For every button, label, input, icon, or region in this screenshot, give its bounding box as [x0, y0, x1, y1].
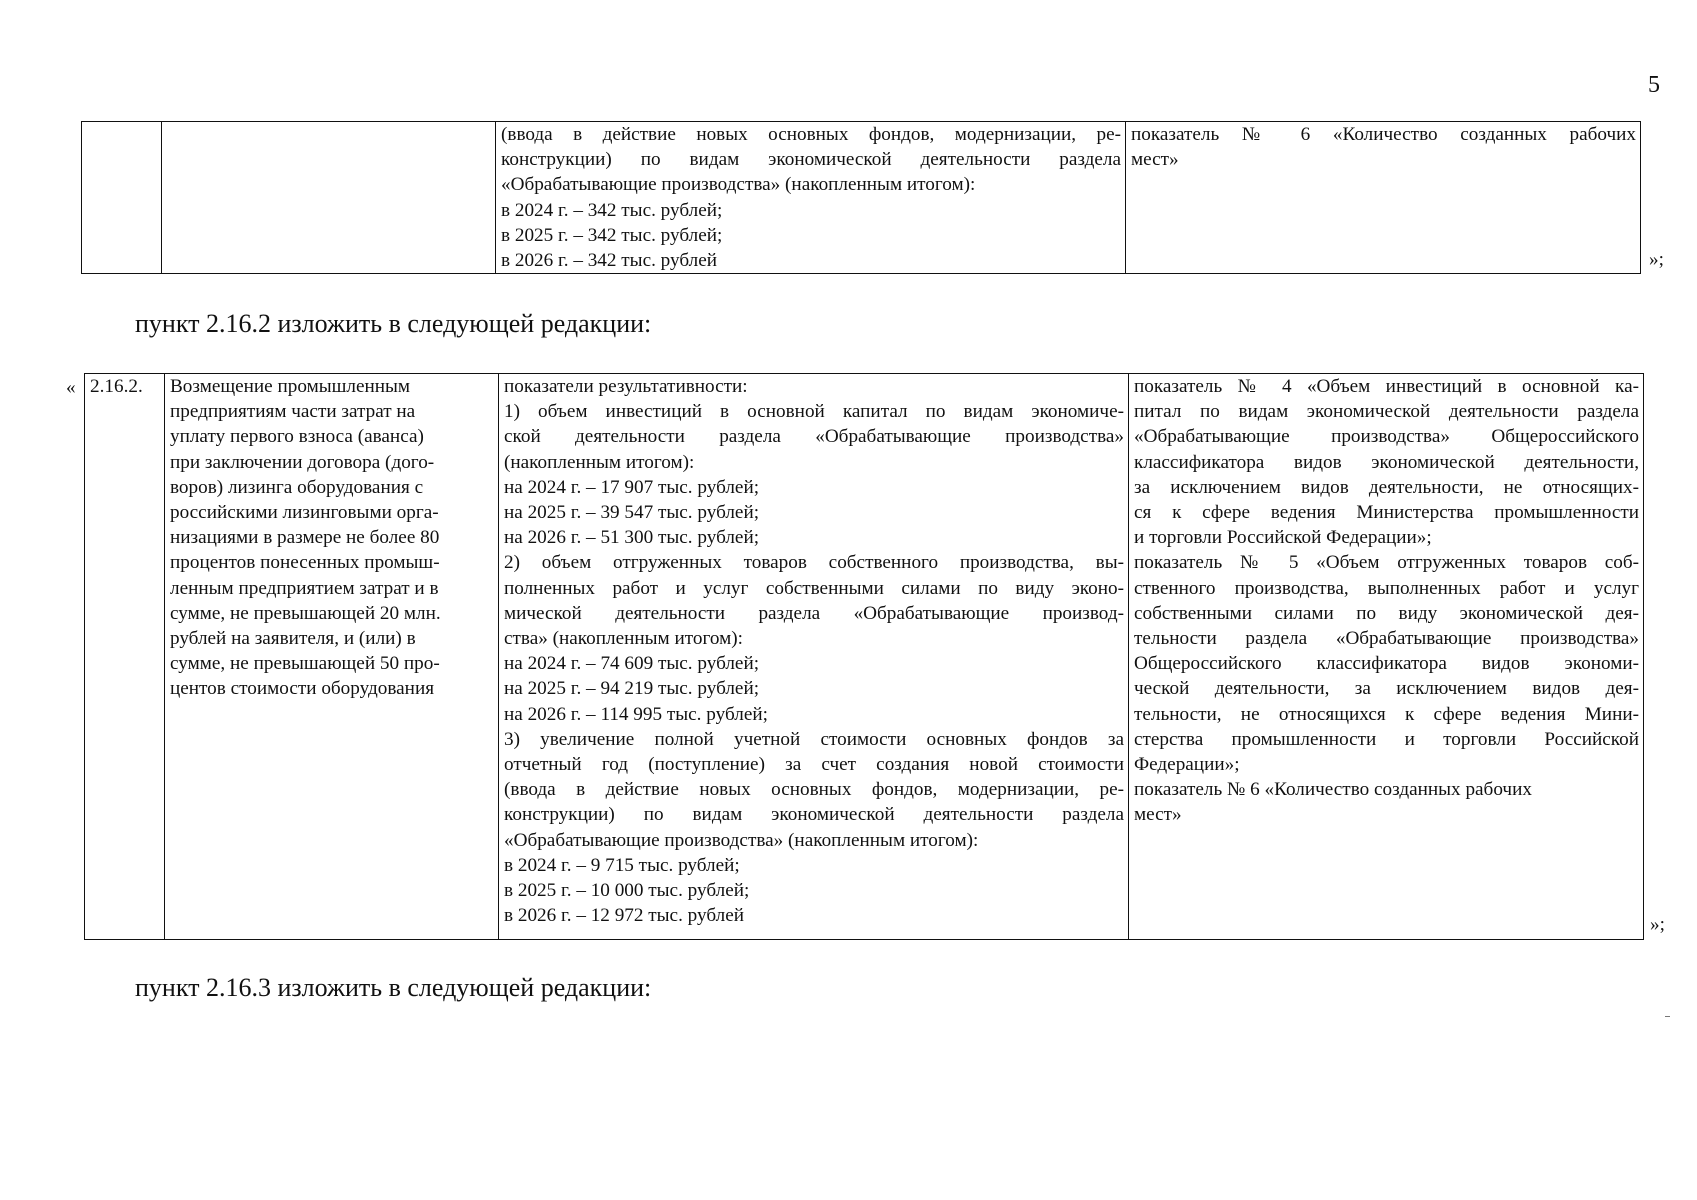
text-line: на 2024 г. – 17 907 тыс. рублей;: [504, 476, 760, 498]
text-line: Возмещение промышленным: [170, 376, 411, 397]
text-line: сумме, не превышающей 20 млн.: [170, 602, 441, 624]
text-line: 2) объем отгруженных товаров собственного производства, вы-: [504, 552, 1124, 574]
text-line: «Обрабатывающие производства» (накопленным итогом):: [501, 174, 976, 196]
table-continuation: [81, 121, 1641, 274]
text-line: при заключении договора (дого-: [170, 451, 435, 473]
text-line: стерства промышленности и торговли Российской: [1134, 728, 1639, 750]
text-line: на 2026 г. – 51 300 тыс. рублей;: [504, 527, 760, 549]
cell-indicators: [499, 374, 1129, 940]
text-line: тельности, не относящихся к сфере ведения Мини-: [1134, 703, 1639, 725]
text-line: конструкции) по видам экономической деятельности раздела: [501, 149, 1121, 171]
text-line: на 2026 г. – 114 995 тыс. рублей;: [504, 703, 768, 725]
text-line: центов стоимости оборудования: [170, 678, 435, 700]
cell-item-number: [85, 374, 165, 940]
text-line: показатели результативности:: [504, 376, 748, 397]
text-line: классификатора видов экономической деятельности,: [1134, 451, 1639, 473]
text-line: в 2026 г. – 12 972 тыс. рублей: [504, 905, 744, 927]
text-line: показатель № 6 «Количество созданных рабочих: [1134, 779, 1532, 801]
cell-indicators: [496, 122, 1126, 274]
text-line: низациями в размере не более 80: [170, 527, 440, 549]
text-line: в 2025 г. – 10 000 тыс. рублей;: [504, 880, 750, 902]
text-line: ства» (накопленным итогом):: [504, 628, 743, 650]
text-line: и торговли Российской Федерации»;: [1134, 527, 1432, 549]
cell-measure-empty: [162, 122, 496, 274]
text-line: в 2024 г. – 9 715 тыс. рублей;: [504, 854, 740, 876]
closing-quote: »;: [1649, 249, 1664, 270]
text-line: мической деятельности раздела «Обрабатывающие производ-: [504, 602, 1124, 624]
text-line: ческой деятельности, за исключением видов дея-: [1134, 678, 1639, 700]
cell-measure: [165, 374, 499, 940]
page-number: 5: [1648, 72, 1660, 98]
cell-program-indicators: [1126, 122, 1641, 274]
text-line: показатель № 4 «Объем инвестиций в основной ка-: [1134, 376, 1639, 397]
text-line: показатель № 6 «Количество созданных рабочих: [1131, 124, 1636, 145]
text-line: Общероссийского классификатора видов экономи-: [1134, 653, 1639, 675]
text-line: на 2025 г. – 39 547 тыс. рублей;: [504, 502, 760, 524]
text-line: 3) увеличение полной учетной стоимости основных фондов за: [504, 728, 1124, 750]
text-line: сумме, не превышающей 50 про-: [170, 653, 440, 675]
scan-mark: [1665, 1016, 1670, 1017]
text-line: ленным предприятием затрат и в: [170, 577, 439, 599]
text-line: полненных работ и услуг собственными силами по виду эконо-: [504, 577, 1124, 599]
text-line: тельности раздела «Обрабатывающие производства»: [1134, 628, 1639, 650]
text-line: рублей на заявителя, и (или) в: [170, 628, 416, 650]
text-line: мест»: [1134, 804, 1182, 826]
text-line: уплату первого взноса (аванса): [170, 426, 424, 448]
text-line: «Обрабатывающие производства» (накопленным итогом):: [504, 829, 979, 851]
text-line: процентов понесенных промыш-: [170, 552, 440, 574]
cell-number-empty: [82, 122, 162, 274]
text-line: (ввода в действие новых основных фондов, модернизации, ре-: [504, 779, 1124, 801]
text-line: собственными силами по виду экономической дея-: [1134, 602, 1639, 624]
text-line: на 2025 г. – 94 219 тыс. рублей;: [504, 678, 760, 700]
text-line: ской деятельности раздела «Обрабатывающие производства»: [504, 426, 1124, 448]
text-line: ся к сфере ведения Министерства промышленности: [1134, 502, 1639, 524]
text-line: в 2024 г. – 342 тыс. рублей;: [501, 199, 723, 221]
opening-quote: «: [66, 377, 76, 398]
cell-program-indicators: [1129, 374, 1644, 940]
text-line: в 2025 г. – 342 тыс. рублей;: [501, 224, 723, 246]
section-heading: пункт 2.16.3 изложить в следующей редакции:: [135, 973, 652, 1002]
section-heading: пункт 2.16.2 изложить в следующей редакции:: [135, 309, 652, 338]
text-line: питал по видам экономической деятельности раздела: [1134, 401, 1639, 423]
text-line: российскими лизинговыми орга-: [170, 502, 439, 524]
item-number: 2.16.2.: [90, 376, 143, 397]
text-line: на 2024 г. – 74 609 тыс. рублей;: [504, 653, 760, 675]
text-line: в 2026 г. – 342 тыс. рублей: [501, 250, 718, 272]
text-line: конструкции) по видам экономической деятельности раздела: [504, 804, 1124, 826]
text-line: Федерации»;: [1134, 754, 1240, 776]
closing-quote: »;: [1650, 914, 1665, 935]
text-line: 1) объем инвестиций в основной капитал по видам экономиче-: [504, 401, 1124, 423]
text-line: предприятиям части затрат на: [170, 401, 416, 423]
text-line: отчетный год (поступление) за счет создания новой стоимости: [504, 754, 1124, 776]
text-line: ственного производства, выполненных работ и услуг: [1134, 577, 1639, 599]
text-line: (накопленным итогом):: [504, 451, 695, 473]
table-item-2-16-2: [84, 373, 1644, 940]
text-line: за исключением видов деятельности, не относящих-: [1134, 476, 1639, 498]
text-line: показатель № 5 «Объем отгруженных товаров соб-: [1134, 552, 1639, 574]
text-line: воров) лизинга оборудования с: [170, 476, 424, 498]
text-line: «Обрабатывающие производства» Общероссийского: [1134, 426, 1639, 448]
text-line: (ввода в действие новых основных фондов, модернизации, ре-: [501, 124, 1121, 145]
text-line: мест»: [1131, 149, 1179, 171]
